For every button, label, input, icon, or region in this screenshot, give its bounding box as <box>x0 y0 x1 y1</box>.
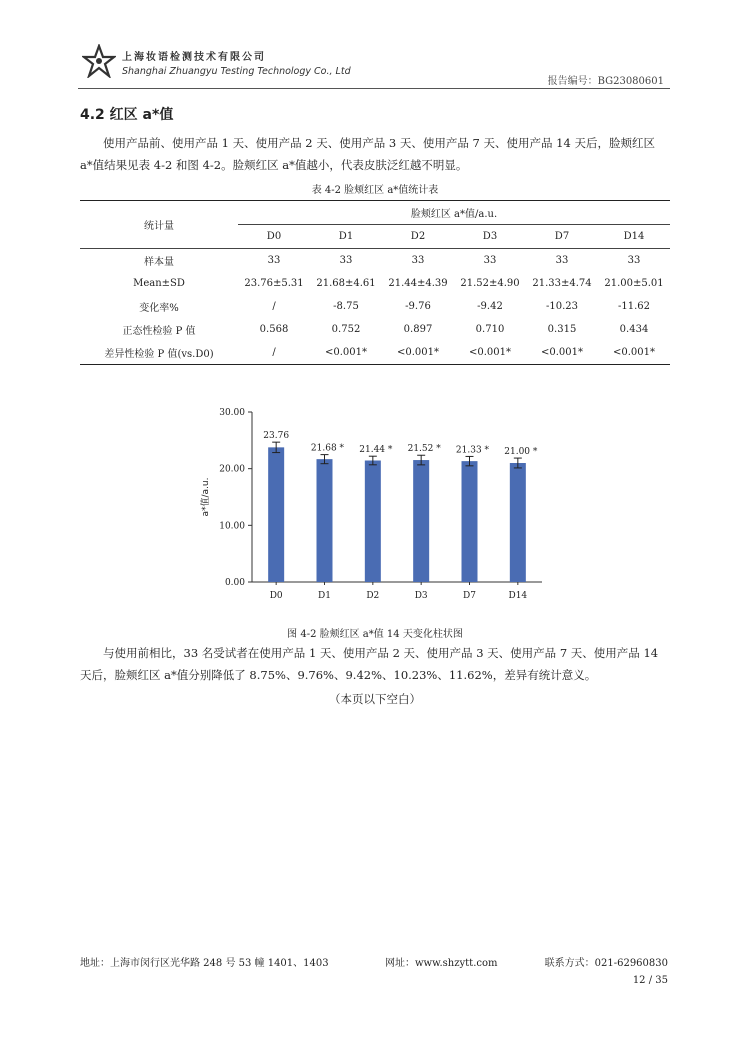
table-cell: 23.76±5.31 <box>244 278 304 289</box>
table-cell: <0.001* <box>382 341 454 365</box>
data-label: 23.76 <box>263 431 290 442</box>
conclusion-paragraph: 与使用前相比，33 名受试者在使用产品 1 天、使用产品 2 天、使用产品 3 天、使用产品 7 天、使用产品 14 天后，脸颊红区 a*值分别降低了 8.75%、9.76%、9.42%、10.23%、11.62%，差异有统计意义。 <box>80 646 659 682</box>
y-tick-label: 30.00 <box>219 408 245 418</box>
table-cell: 21.33±4.74 <box>532 278 592 289</box>
bar-chart <box>190 404 550 614</box>
page-number: 12 / 35 <box>632 975 668 986</box>
statistics-table <box>80 200 670 365</box>
data-label: 21.44 * <box>359 445 393 456</box>
table-cell: 0.568 <box>259 324 289 335</box>
table-row <box>80 318 670 341</box>
row-label: 变化率% <box>139 303 179 314</box>
data-label: 21.68 * <box>310 443 345 454</box>
column-header: D14 <box>598 225 670 249</box>
footer-phone: 联系方式：021-62960830 <box>544 958 668 969</box>
footer-address: 地址：上海市闵行区光华路 248 号 53 幢 1401、1403 <box>80 958 329 969</box>
table-cell: -9.42 <box>477 301 503 312</box>
x-tick-label: D0 <box>269 591 283 601</box>
table-cell: -9.76 <box>405 301 431 312</box>
bar <box>268 447 284 582</box>
y-tick-label: 20.00 <box>219 464 245 475</box>
table-cell: / <box>238 341 310 365</box>
bar <box>317 459 333 582</box>
x-tick-label: D7 <box>463 591 476 601</box>
table-cell: 33 <box>411 255 425 266</box>
table-row <box>80 295 670 318</box>
table-cell: 33 <box>483 255 497 266</box>
figure-caption: 图 4-2 脸颊红区 a*值 14 天变化柱状图 <box>287 629 463 640</box>
bar <box>462 461 478 582</box>
column-header: D7 <box>526 225 598 249</box>
table-cell: / <box>272 301 276 312</box>
column-header: D2 <box>382 225 454 249</box>
bar <box>365 461 381 582</box>
row-label: Mean±SD <box>133 278 185 289</box>
table-row <box>80 341 670 365</box>
report-number: 报告编号：BG23080601 <box>547 76 664 87</box>
table-cell: 33 <box>267 255 281 266</box>
table-cell: 21.44±4.39 <box>388 278 448 289</box>
row-label: 样本量 <box>144 257 174 268</box>
row-label: 正态性检验 P 值 <box>122 326 196 337</box>
blank-note: （本页以下空白） <box>329 692 421 706</box>
x-tick-label: D3 <box>414 591 428 601</box>
table-cell: 21.52±4.90 <box>460 278 520 289</box>
y-tick-label: 10.00 <box>219 521 245 532</box>
company-name-en: Shanghai Zhuangyu Testing Technology Co., Ltd <box>122 66 351 77</box>
table-cell: -11.62 <box>617 301 650 312</box>
x-tick-label: D1 <box>318 591 331 601</box>
data-label: 21.00 * <box>504 447 538 458</box>
column-header: D1 <box>310 225 382 249</box>
header-divider <box>78 88 670 89</box>
table-cell: 0.752 <box>331 324 361 335</box>
table-cell: 0.897 <box>403 324 433 335</box>
table-cell: -10.23 <box>545 301 578 312</box>
data-label: 21.52 * <box>407 444 441 455</box>
table-cell: 0.315 <box>547 324 577 335</box>
table-row <box>80 249 670 273</box>
table-cell: 0.710 <box>475 324 505 335</box>
stat-header-cell: 统计量 <box>80 201 238 249</box>
table-cell: -8.75 <box>333 301 359 312</box>
table-cell: <0.001* <box>310 341 382 365</box>
table-row <box>80 272 670 295</box>
table-cell: <0.001* <box>598 341 670 365</box>
table-header-row <box>80 201 670 225</box>
x-tick-label: D2 <box>366 591 380 601</box>
x-tick-label: D14 <box>508 591 528 601</box>
y-axis-label: a*值/a.u. <box>201 477 211 517</box>
table-cell: 33 <box>627 255 641 266</box>
table-cell: <0.001* <box>454 341 526 365</box>
table-cell: 33 <box>555 255 569 266</box>
table-title: 表 4-2 脸颊红区 a*值统计表 <box>311 185 439 196</box>
group-header-cell: 脸颊红区 a*值/a.u. <box>238 201 670 225</box>
footer-website: 网址：www.shzytt.com <box>385 958 498 969</box>
table-cell: 21.68±4.61 <box>316 278 376 289</box>
column-header: D0 <box>238 225 310 249</box>
intro-paragraph: 使用产品前、使用产品 1 天、使用产品 2 天、使用产品 3 天、使用产品 7 天、使用产品 14 天后，脸颊红区 a*值结果见表 4-2 和图 4-2。脸颊红区 a*值越小，代表皮肤泛红越不明显。 <box>80 136 655 172</box>
table-cell: 0.434 <box>619 324 649 335</box>
row-label: 差异性检验 P 值(vs.D0) <box>80 341 238 365</box>
table-cell: <0.001* <box>526 341 598 365</box>
table-cell: 21.00±5.01 <box>604 278 664 289</box>
bar <box>413 460 429 582</box>
y-tick-label: 0.00 <box>224 578 245 588</box>
company-logo-icon <box>82 44 116 78</box>
column-header: D3 <box>454 225 526 249</box>
bar <box>510 463 526 582</box>
company-name-cn: 上海妆语检测技术有限公司 <box>122 52 266 63</box>
data-label: 21.33 * <box>455 445 490 456</box>
table-cell: 33 <box>339 255 353 266</box>
section-title: 4.2 红区 a*值 <box>80 107 174 123</box>
